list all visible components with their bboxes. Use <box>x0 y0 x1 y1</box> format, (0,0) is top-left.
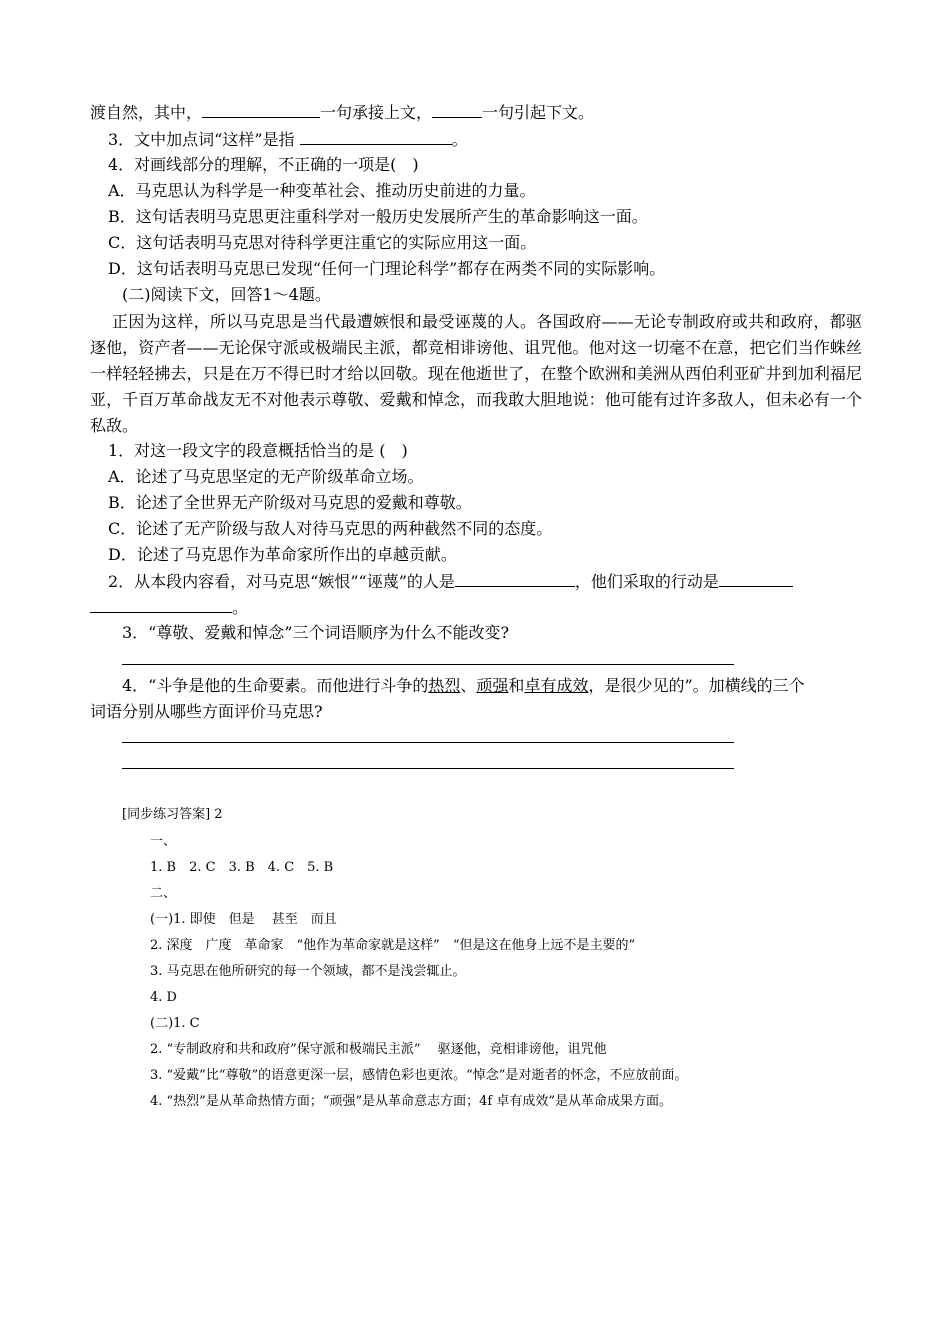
blank <box>90 597 232 613</box>
option-b: B．这句话表明马克思更注重科学对一般历史发展所产生的革命影响这一面。 <box>108 207 648 226</box>
question-4: 4．“斗争是他的生命要素。而他进行斗争的热烈、顽强和卓有成效，是很少见的”。加横线的三个 <box>122 676 805 695</box>
blank <box>300 129 452 145</box>
answer-line-text: 4. D <box>150 990 177 1005</box>
option-b: B．论述了全世界无产阶级对马克思的爱戴和尊敬。 <box>108 493 472 512</box>
answer-line-text: 2. “专制政府和共和政府”保守派和极端民主派” 驱逐他，竞相诽谤他，诅咒他 <box>150 1042 607 1057</box>
blank <box>202 102 320 118</box>
question-3: 3．文中加点词“这样”是指 。 <box>108 130 468 149</box>
answer-line-text: 一、 <box>150 834 177 849</box>
answer-line <box>122 664 734 665</box>
answer-line-text: 1. B 2. C 3. B 4. C 5. B <box>150 860 334 875</box>
blank <box>719 571 793 587</box>
answer-line <box>122 742 734 743</box>
question-2: 2．从本段内容看，对马克思“嫉恨”“诬蔑”的人是 ，他们采取的行动是 <box>108 571 870 592</box>
question-4-cont: 词语分别从哪些方面评价马克思? <box>90 702 323 721</box>
option-d: D．这句话表明马克思已发现“任何一门理论科学”都存在两类不同的实际影响。 <box>108 259 666 278</box>
question-3: 3．“尊敬、爱戴和悼念”三个词语顺序为什么不能改变? <box>122 623 510 642</box>
blank <box>432 102 482 118</box>
question-2-cont: 。 <box>90 597 870 618</box>
blank <box>455 571 575 587</box>
option-a: A．论述了马克思坚定的无产阶级革命立场。 <box>108 467 424 486</box>
answer-line-text: 2. 深度 广度 革命家 “他作为革命家就是这样” “但是这在他身上远不是主要的” <box>150 938 636 953</box>
answers-title: [同步练习答案] 2 <box>122 807 223 822</box>
question-4: 4．对画线部分的理解，不正确的一项是( ) <box>108 155 419 174</box>
reading-passage: 正因为这样，所以马克思是当代最遭嫉恨和最受诬蔑的人。各国政府——无论专制政府或共和政府，都驱逐他，资产者——无论保守派或极端民主派，都竞相诽谤他、诅咒他。他对这一切毫不在意，把它们当作蛛丝一样轻轻拂去，只是在万不得已时才给以回敬。现在他逝世了，在整个欧洲和美洲从西伯利亚矿井到加利福尼亚，千百万革命战友无不对他表示尊敬、爱戴和悼念，而我敢大胆地说：他可能有过许多敌人，但未必有一个私敌。 <box>90 312 862 435</box>
option-d: D．论述了马克思作为革命家所作出的卓越贡献。 <box>108 545 457 564</box>
answer-line-text: 3. 马克思在他所研究的每一个领域，都不是浅尝辄止。 <box>150 964 466 979</box>
option-a: A．马克思认为科学是一种变革社会、推动历史前进的力量。 <box>108 181 536 200</box>
option-c: C．这句话表明马克思对待科学更注重它的实际应用这一面。 <box>108 233 537 252</box>
answer-line-text: 4. “热烈”是从革命热情方面；“顽强”是从革命意志方面；4f 卓有成效”是从革命成果方面。 <box>150 1094 672 1109</box>
answer-line-text: 二、 <box>150 886 177 901</box>
answer-line <box>122 768 734 769</box>
line-transition: 渡自然，其中， 一句承接上文， 一句引起下文。 <box>90 103 595 122</box>
question-1: 1．对这一段文字的段意概括恰当的是 ( ) <box>108 441 408 460</box>
section-heading: (二)阅读下文，回答1～4题。 <box>122 285 331 304</box>
answer-line-text: (一)1. 即使 但是 甚至 而且 <box>150 912 337 927</box>
answer-line-text: 3. “爱戴”比“尊敬”的语意更深一层，感情色彩也更浓。“悼念”是对逝者的怀念，不应放前面。 <box>150 1068 688 1083</box>
option-c: C．论述了无产阶级与敌人对待马克思的两种截然不同的态度。 <box>108 519 553 538</box>
answer-line-text: (二)1. C <box>150 1016 200 1031</box>
